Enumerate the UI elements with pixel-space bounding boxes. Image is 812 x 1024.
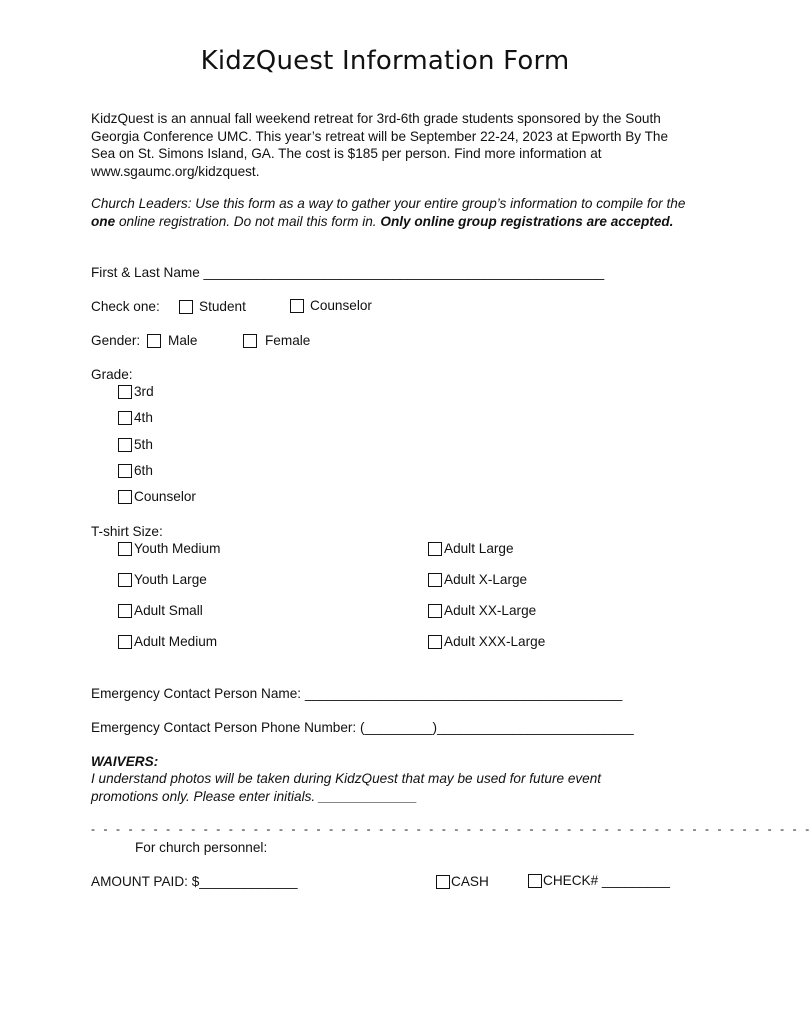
checkbox-icon[interactable] — [290, 299, 304, 313]
option-label: Adult Medium — [134, 634, 218, 649]
emergency-phone-field[interactable]: Emergency Contact Person Phone Number: (_________)__________________________ — [91, 720, 634, 735]
tshirt-option-adult-xxx-large[interactable] — [428, 633, 545, 650]
church-personnel-label: For church personnel: — [135, 840, 268, 855]
female-option[interactable] — [243, 332, 310, 349]
checkbox-icon[interactable] — [118, 604, 132, 618]
tshirt-option-adult-small[interactable] — [118, 602, 203, 619]
leaders-bold-note: Only online group registrations are accepted. — [380, 213, 674, 229]
check-one-label: Check one: — [91, 299, 160, 314]
option-label: 3rd — [134, 384, 154, 399]
option-label: Counselor — [310, 298, 372, 313]
option-label: Youth Medium — [134, 541, 221, 556]
checkbox-icon[interactable] — [428, 604, 442, 618]
grade-option-3rd[interactable] — [118, 383, 154, 400]
leaders-text-1: Church Leaders: Use this form as a way to gather your entire group’s information to compile for the — [91, 196, 686, 211]
leaders-emphasis: one — [91, 213, 116, 229]
checkbox-icon[interactable] — [118, 573, 132, 587]
checkbox-icon[interactable] — [118, 385, 132, 399]
tshirt-option-adult-medium[interactable] — [118, 633, 217, 650]
checkbox-icon[interactable] — [118, 542, 132, 556]
option-label: 6th — [134, 463, 153, 478]
leaders-text-2: online registration. Do not mail this form in. — [115, 213, 381, 229]
tshirt-option-youth-medium[interactable] — [118, 540, 220, 557]
checkbox-icon[interactable] — [179, 300, 193, 314]
tshirt-label: T-shirt Size: — [91, 524, 163, 539]
checkbox-icon[interactable] — [528, 874, 542, 888]
checkbox-icon[interactable] — [118, 490, 132, 504]
option-label: Adult X-Large — [444, 572, 528, 587]
checkbox-icon[interactable] — [436, 875, 450, 889]
checkbox-icon[interactable] — [147, 334, 161, 348]
grade-label: Grade: — [91, 367, 133, 382]
checkbox-icon[interactable] — [118, 438, 132, 452]
intro-paragraph: KidzQuest is an annual fall weekend retreat for 3rd-6th grade students sponsored by the South Georgia Conference UMC. This year’s retreat will be September 22-24, 2023 at Epworth By The Sea on St. Simons Island, GA. The cost is $185 per person. Find more information at www.sgaumc.org/kidzquest. — [91, 111, 669, 179]
checkbox-icon[interactable] — [428, 573, 442, 587]
waivers-text[interactable]: I understand photos will be taken during KidzQuest that may be used for future event promotions only. Please enter initials. _____________ — [91, 771, 602, 804]
grade-option-counselor[interactable] — [118, 488, 196, 505]
checkbox-icon[interactable] — [243, 334, 257, 348]
student-option[interactable] — [179, 298, 246, 315]
church-leaders-note — [91, 195, 691, 230]
grade-option-5th[interactable] — [118, 436, 153, 453]
option-label: Adult XXX-Large — [444, 634, 546, 649]
waivers-heading: WAIVERS: — [91, 754, 159, 769]
name-field[interactable]: First & Last Name _____________________________________________________ — [91, 265, 605, 280]
option-label: CASH — [451, 874, 489, 889]
option-label: Youth Large — [134, 572, 207, 587]
page-title: KidzQuest Information Form — [200, 46, 570, 76]
amount-paid-field[interactable]: AMOUNT PAID: $_____________ — [91, 874, 298, 889]
tshirt-option-adult-xx-large[interactable] — [428, 602, 536, 619]
check-option[interactable] — [528, 872, 670, 889]
checkbox-icon[interactable] — [118, 411, 132, 425]
grade-option-4th[interactable] — [118, 409, 153, 426]
option-label: Counselor — [134, 489, 196, 504]
gender-label: Gender: — [91, 333, 141, 348]
option-label: 4th — [134, 410, 153, 425]
checkbox-icon[interactable] — [428, 635, 442, 649]
option-label: Adult Large — [444, 541, 514, 556]
option-label: Female — [265, 333, 311, 348]
option-label: Student — [199, 299, 246, 314]
emergency-name-field[interactable]: Emergency Contact Person Name: __________________________________________ — [91, 686, 623, 701]
male-option[interactable] — [147, 332, 197, 349]
option-label: Male — [168, 333, 198, 348]
option-label: CHECK# _________ — [543, 873, 670, 888]
grade-option-6th[interactable] — [118, 462, 153, 479]
checkbox-icon[interactable] — [428, 542, 442, 556]
option-label: Adult Small — [134, 603, 203, 618]
option-label: 5th — [134, 437, 153, 452]
checkbox-icon[interactable] — [118, 464, 132, 478]
tshirt-option-youth-large[interactable] — [118, 571, 207, 588]
checkbox-icon[interactable] — [118, 635, 132, 649]
tshirt-option-adult-x-large[interactable] — [428, 571, 527, 588]
counselor-option[interactable] — [290, 297, 372, 314]
cash-option[interactable] — [436, 873, 489, 890]
option-label: Adult XX-Large — [444, 603, 537, 618]
cut-line-divider: - - - - - - - - - - - - - - - - - - - - - - - - - - - - - - - - - - - - - - - - - - - - - - - - - - - - - - - - - - — [91, 822, 812, 836]
tshirt-option-adult-large[interactable] — [428, 540, 514, 557]
